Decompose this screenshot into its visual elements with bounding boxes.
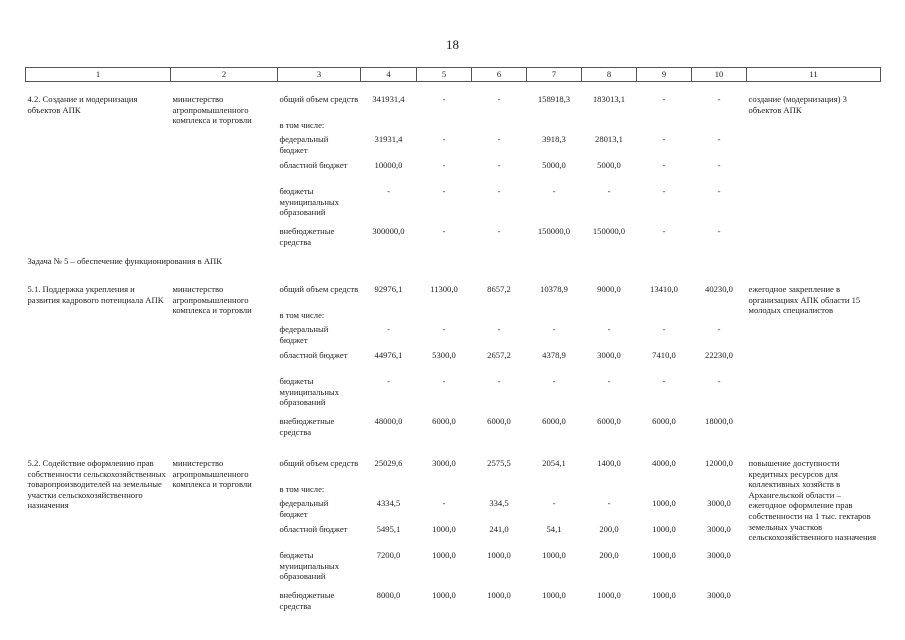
funding-value: [637, 120, 692, 134]
funding-value: [417, 310, 472, 324]
funding-value: -: [442, 324, 446, 334]
funding-value: -: [387, 376, 390, 386]
funding-value: 4378,9: [542, 350, 566, 360]
table-row: [26, 284, 881, 310]
funding-value: -: [442, 134, 446, 144]
column-header: 9: [637, 68, 692, 82]
measure-description: 4.2. Создание и модернизация объектов АПК: [27, 94, 138, 115]
spacer-row: [26, 446, 881, 458]
funding-value: 6000,0: [542, 416, 566, 426]
funding-value: 2054,1: [542, 458, 566, 468]
funding-value: 11300,0: [430, 284, 458, 294]
funding-value: 2575,5: [487, 458, 511, 468]
funding-value: [637, 310, 692, 324]
funding-value: -: [497, 226, 501, 236]
funding-source: областной бюджет: [279, 350, 348, 360]
funding-value: -: [442, 226, 446, 236]
funding-value: 92976,1: [374, 284, 403, 294]
column-header: 5: [417, 68, 472, 82]
responsible-executor: министерство агропромышленного комплекса и торговли: [172, 94, 252, 126]
funding-value: 10378,9: [540, 284, 568, 294]
funding-value: -: [607, 324, 611, 334]
funding-value: 241,0: [489, 524, 509, 534]
funding-value: 1000,0: [542, 590, 566, 600]
funding-value: [527, 310, 582, 324]
funding-value: 1000,0: [597, 590, 621, 600]
funding-value: [527, 484, 582, 498]
funding-value: 200,0: [599, 550, 619, 560]
task-row: [26, 256, 881, 272]
funding-value: 31931,4: [374, 134, 403, 144]
funding-value: [582, 484, 637, 498]
funding-value: [472, 120, 527, 134]
funding-value: 25029,6: [374, 458, 403, 468]
budget-table: [25, 67, 881, 620]
funding-value: -: [717, 134, 721, 144]
funding-value: -: [717, 186, 721, 196]
funding-value: [417, 484, 472, 498]
funding-value: 54,1: [546, 524, 562, 534]
funding-value: -: [497, 160, 501, 170]
spacer-cell: [26, 272, 881, 284]
expected-result: создание (модернизация) 3 объектов АПК: [748, 94, 847, 115]
funding-value: 334,5: [489, 498, 509, 508]
funding-value: -: [442, 94, 446, 104]
funding-value: 1000,0: [487, 590, 511, 600]
funding-value: 158918,3: [537, 94, 571, 104]
page-number: 18: [446, 37, 459, 52]
spacer-cell: [26, 82, 881, 95]
funding-value: -: [552, 376, 556, 386]
funding-source: бюджеты муниципальных образований: [279, 550, 339, 582]
funding-value: 7200,0: [376, 550, 401, 560]
funding-value: -: [607, 376, 611, 386]
funding-source: общий объем средств: [279, 284, 359, 294]
funding-value: -: [717, 376, 721, 386]
funding-value: 1000,0: [542, 550, 566, 560]
spacer-cell: [26, 446, 881, 458]
funding-source: внебюджетные средства: [279, 590, 335, 611]
funding-value: 183013,1: [592, 94, 626, 104]
funding-source: внебюджетные средства: [279, 416, 335, 437]
funding-value: -: [662, 226, 666, 236]
measure-description: 5.1. Поддержка укрепления и развития кадрового потенциала АПК: [27, 284, 164, 305]
funding-value: -: [662, 324, 666, 334]
funding-value: -: [497, 94, 501, 104]
funding-value: 12000,0: [705, 458, 733, 468]
funding-value: 3000,0: [707, 590, 731, 600]
funding-value: 18000,0: [705, 416, 733, 426]
funding-value: 1000,0: [652, 524, 676, 534]
funding-value: 6000,0: [432, 416, 456, 426]
funding-source: бюджеты муниципальных образований: [279, 376, 339, 408]
funding-value: 150000,0: [592, 226, 626, 236]
funding-source: внебюджетные средства: [279, 226, 335, 247]
column-header: 2: [171, 68, 278, 82]
column-header: 8: [582, 68, 637, 82]
funding-value: [361, 484, 417, 498]
funding-value: -: [497, 186, 501, 196]
funding-value: -: [662, 376, 666, 386]
funding-source: бюджеты муниципальных образований: [279, 186, 339, 218]
expected-result: ежегодное закрепление в организациях АПК области 15 молодых специалистов: [748, 284, 861, 316]
funding-source: федеральный бюджет: [279, 134, 329, 155]
funding-value: 10000,0: [374, 160, 403, 170]
funding-value: [692, 310, 747, 324]
funding-source: федеральный бюджет: [279, 324, 329, 345]
funding-value: -: [717, 226, 721, 236]
funding-value: -: [717, 324, 721, 334]
funding-value: -: [662, 160, 666, 170]
table-row: [26, 458, 881, 484]
measure-description: 5.2. Содействие оформлению прав собственности сельскохозяйственных товаропроизводителей на земельные участки сельскохозяйственного назначения: [27, 458, 166, 511]
column-header: 7: [527, 68, 582, 82]
funding-value: 1000,0: [652, 590, 676, 600]
funding-source: областной бюджет: [279, 160, 348, 170]
task-heading: Задача № 5 – обеспечение функционирования в АПК: [27, 256, 223, 266]
funding-value: -: [497, 134, 501, 144]
funding-value: -: [442, 160, 446, 170]
funding-source: общий объем средств: [279, 94, 359, 104]
funding-value: 48000,0: [374, 416, 403, 426]
funding-value: [582, 120, 637, 134]
funding-value: 3000,0: [597, 350, 621, 360]
funding-value: -: [552, 324, 556, 334]
funding-value: [472, 310, 527, 324]
funding-value: -: [607, 498, 611, 508]
funding-value: [692, 484, 747, 498]
funding-value: 13410,0: [650, 284, 678, 294]
responsible-executor: министерство агропромышленного комплекса и торговли: [172, 458, 252, 490]
column-header: 6: [472, 68, 527, 82]
funding-value: 1000,0: [487, 550, 511, 560]
funding-value: -: [442, 498, 446, 508]
funding-source: областной бюджет: [279, 524, 348, 534]
funding-value: [637, 484, 692, 498]
funding-value: [527, 120, 582, 134]
funding-value: -: [442, 376, 446, 386]
funding-value: 40230,0: [705, 284, 733, 294]
funding-value: 150000,0: [537, 226, 571, 236]
funding-value: -: [442, 186, 446, 196]
funding-value: 8657,2: [487, 284, 511, 294]
funding-value: 300000,0: [372, 226, 405, 236]
funding-source: в том числе:: [279, 484, 325, 494]
column-header: 3: [278, 68, 361, 82]
funding-value: 5000,0: [542, 160, 566, 170]
column-header: 10: [692, 68, 747, 82]
funding-value: -: [662, 186, 666, 196]
funding-value: 200,0: [599, 524, 619, 534]
funding-value: [361, 310, 417, 324]
funding-value: -: [387, 186, 390, 196]
funding-value: -: [662, 134, 666, 144]
funding-source: в том числе:: [279, 310, 325, 320]
funding-value: 3000,0: [707, 498, 731, 508]
funding-value: 28013,1: [595, 134, 623, 144]
spacer-row: [26, 272, 881, 284]
funding-value: 4000,0: [652, 458, 676, 468]
funding-value: 3918,3: [542, 134, 566, 144]
funding-value: 8000,0: [376, 590, 401, 600]
funding-value: 3000,0: [432, 458, 456, 468]
funding-value: -: [717, 94, 721, 104]
funding-value: -: [497, 376, 501, 386]
expected-result: повышение доступности кредитных ресурсов для коллективных хозяйств в Архангельской области – ежегодное оформление прав собственности на 1 тыс. гектаров земельных участков сельскохозяйственного назначения: [748, 458, 877, 543]
funding-value: 1000,0: [432, 590, 456, 600]
funding-value: 1400,0: [597, 458, 621, 468]
funding-value: 6000,0: [652, 416, 676, 426]
column-header: 11: [747, 68, 881, 82]
funding-value: 1000,0: [652, 550, 676, 560]
funding-value: 9000,0: [597, 284, 621, 294]
funding-source: общий объем средств: [279, 458, 359, 468]
funding-value: 341931,4: [372, 94, 405, 104]
funding-value: 6000,0: [597, 416, 621, 426]
funding-value: 3000,0: [707, 524, 731, 534]
funding-value: 7410,0: [652, 350, 676, 360]
funding-value: 5000,0: [597, 160, 621, 170]
funding-value: -: [552, 186, 556, 196]
funding-value: 1000,0: [432, 524, 456, 534]
table-row: [26, 94, 881, 120]
funding-source: в том числе:: [279, 120, 325, 130]
funding-value: 5300,0: [432, 350, 456, 360]
funding-value: [692, 120, 747, 134]
funding-value: 1000,0: [652, 498, 676, 508]
responsible-executor: министерство агропромышленного комплекса и торговли: [172, 284, 252, 316]
funding-value: [472, 484, 527, 498]
funding-value: 1000,0: [432, 550, 456, 560]
funding-value: 4334,5: [376, 498, 401, 508]
funding-value: -: [607, 186, 611, 196]
funding-value: -: [717, 160, 721, 170]
column-header: 1: [26, 68, 171, 82]
funding-value: -: [662, 94, 666, 104]
funding-value: -: [552, 498, 556, 508]
column-number-row: [26, 68, 881, 82]
funding-value: 44976,1: [374, 350, 403, 360]
funding-value: -: [497, 324, 501, 334]
column-header: 4: [361, 68, 417, 82]
funding-value: -: [387, 324, 390, 334]
funding-source: федеральный бюджет: [279, 498, 329, 519]
funding-value: [361, 120, 417, 134]
spacer-row: [26, 82, 881, 95]
funding-value: 22230,0: [705, 350, 733, 360]
table-body: [26, 82, 881, 621]
funding-value: 3000,0: [707, 550, 731, 560]
funding-value: 5495,1: [376, 524, 401, 534]
funding-value: [417, 120, 472, 134]
funding-value: [582, 310, 637, 324]
funding-value: 2657,2: [487, 350, 511, 360]
funding-value: 6000,0: [487, 416, 511, 426]
